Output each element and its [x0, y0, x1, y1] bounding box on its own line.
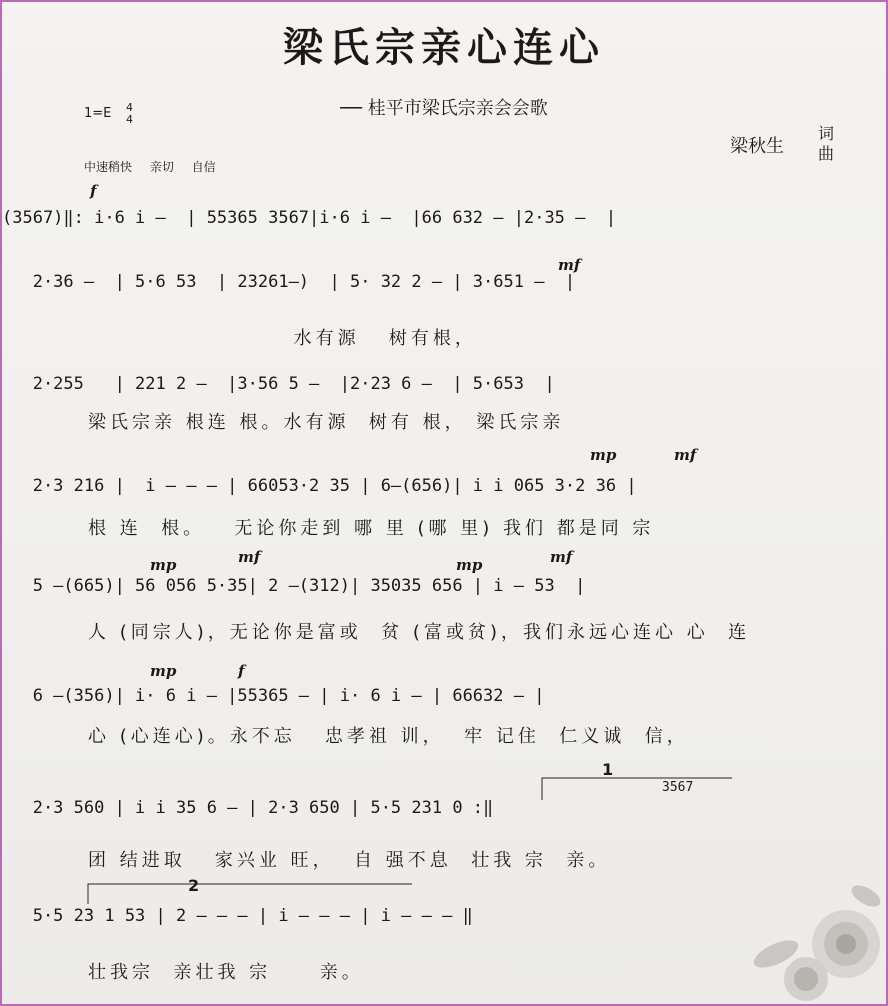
- dynamic-mark: mp: [150, 556, 177, 574]
- rose-decoration-icon: [736, 874, 886, 1004]
- role-lyrics: 词: [818, 124, 835, 143]
- tempo-marking: 中速稍快 亲切 自信: [84, 160, 216, 174]
- key-signature: 1=E: [84, 106, 112, 121]
- song-title: 梁氏宗亲心连心: [283, 24, 605, 71]
- lyrics-line-3: 梁氏宗亲 根连 根。水有源 树有 根， 梁氏宗亲: [88, 412, 565, 433]
- lyrics-line-4: 根 连 根。 无论你走到 哪 里 (哪 里) 我们 都是同 宗: [88, 518, 655, 539]
- notation-line-2: 2·36 — | 5·6 53 | 23261—) | 5· 32 2 — | 3·651 — |: [2, 272, 576, 292]
- lyrics-line-7: 团 结进取 家兴业 旺， 自 强不息 壮我 宗 亲。: [88, 850, 611, 871]
- author-name: 梁秋生: [730, 136, 784, 157]
- dynamic-mark: mf: [238, 548, 261, 566]
- notation-line-4: 2·3 216 | i — — — | 66053·2 35 | 6—(656)| i i 065 3·2 36 |: [2, 476, 637, 496]
- dynamic-mark: mp: [456, 556, 483, 574]
- lyrics-line-6: 心 (心连心)。永不忘 忠孝祖 训， 牢 记住 仁义诚 信，: [88, 726, 689, 747]
- notation-line-7: 2·3 560 | i i 35 6 — | 2·3 650 | 5·5 231 0 :‖: [2, 798, 494, 818]
- time-top: 4: [126, 101, 133, 114]
- lyrics-line-2: 水有源 树有根，: [2, 328, 477, 349]
- volta-number: 1: [602, 760, 614, 779]
- lyrics-line-8: 壮我宗 亲壮我 宗 亲。: [88, 962, 364, 983]
- notation-line-5: 5 —(665)| 56 056 5·35| 2 —(312)| 35035 656 | i — 53 |: [2, 576, 586, 596]
- dynamic-mark: mf: [674, 446, 697, 464]
- repeat-intro-note: 3567: [662, 780, 694, 795]
- dynamic-mark: mp: [150, 662, 177, 680]
- dynamic-mark: mf: [558, 256, 581, 274]
- notation-line-8: 5·5 23 1 53 | 2 — — — | i — — — | i — — — ‖: [2, 906, 473, 926]
- song-subtitle: ── 桂平市梁氏宗亲会会歌: [340, 98, 548, 119]
- role-music: 曲: [818, 144, 835, 163]
- lyrics-line-5: 人 (同宗人)，无论你是富或 贫 (富或贫)，我们永远心连心 心 连: [88, 622, 751, 643]
- dynamic-mark: f: [238, 662, 245, 680]
- dynamic-mark: mp: [590, 446, 617, 464]
- notation-line-3: 2·255 | 221 2 — |3·56 5 — |2·23 6 — | 5·653 |: [2, 374, 555, 394]
- notation-line-1: (3567)‖: i·6 i — | 55365 3567|i·6 i — |66 632 — |2·35 — |: [2, 208, 617, 228]
- dynamic-mark: f: [90, 182, 97, 200]
- volta-number: 2: [188, 876, 200, 895]
- time-bottom: 4: [126, 113, 133, 126]
- dynamic-mark: mf: [550, 548, 573, 566]
- notation-line-6: 6 —(356)| i· 6 i — |55365 — | i· 6 i — | 66632 — |: [2, 686, 545, 706]
